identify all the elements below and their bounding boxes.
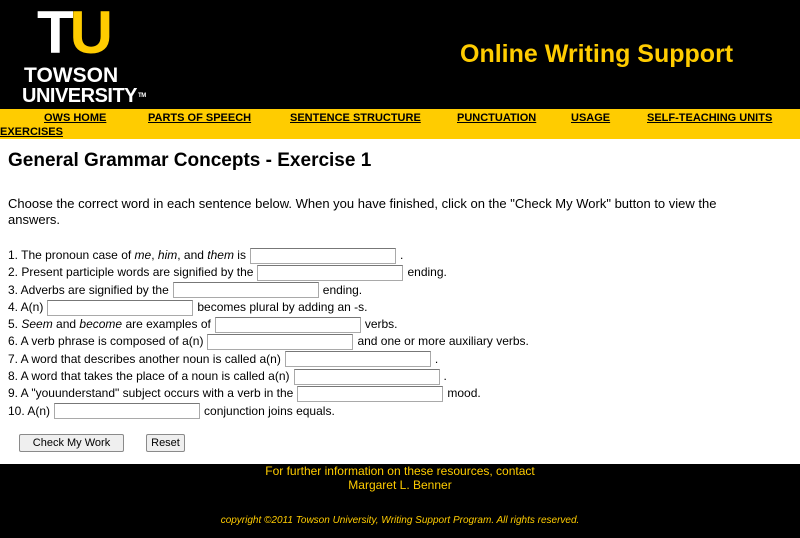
instructions: Choose the correct word in each sentence below. When you have finished, click on the "Check My Work" button to view the answers. (8, 196, 717, 227)
site-header (0, 0, 800, 109)
question-text: verbs. (364, 317, 398, 332)
question-text: 7. A word that describes another noun is called a(n) (8, 351, 281, 366)
question-emphasis: become (79, 317, 123, 332)
question-emphasis: them (207, 248, 234, 262)
question-text: , and (177, 248, 208, 262)
question-text: and one or more auxiliary verbs. (357, 334, 529, 349)
footer-contact-name[interactable]: Margaret L. Benner (348, 478, 452, 492)
answer-input-1[interactable] (250, 248, 396, 264)
towson-logo[interactable] (22, 0, 147, 107)
answer-input-4[interactable] (47, 300, 193, 316)
question-text: ending. (322, 282, 363, 297)
question-emphasis: me (134, 248, 152, 262)
answer-input-10[interactable] (54, 403, 200, 419)
logo-letter-t: T (37, 0, 70, 66)
nav-usage[interactable]: USAGE (571, 112, 611, 124)
question-9 (8, 385, 529, 402)
question-list (8, 247, 529, 420)
question-text: . (399, 248, 404, 262)
site-footer (0, 464, 800, 538)
footer-contact-text: For further information on these resources, contact (265, 464, 535, 478)
question-text: is (233, 248, 246, 262)
question-text: . (443, 369, 447, 384)
exercise-content (8, 150, 798, 449)
answer-input-5[interactable] (215, 317, 361, 333)
question-5 (8, 316, 529, 333)
question-8 (8, 368, 529, 385)
question-text: 4. A(n) (8, 299, 44, 314)
nav-exercises[interactable]: EXERCISES (0, 126, 63, 138)
question-4 (8, 299, 529, 316)
answer-input-3[interactable] (173, 282, 319, 298)
question-emphasis: Seem (21, 317, 53, 332)
question-text: becomes plural by adding an -s. (197, 299, 368, 314)
question-text: 8. A word that takes the place of a noun is called a(n) (8, 369, 290, 384)
logo-university-text: UNIVERSITY (22, 85, 138, 107)
answer-input-6[interactable] (207, 334, 353, 350)
logo-wordmark-towson: TOWSON (24, 64, 119, 87)
footer-copyright: copyright ©2011 Towson University, Writing Support Program. All rights reserved. (220, 515, 580, 526)
question-text: ending. (407, 265, 447, 280)
logo-letter-u: U (69, 0, 109, 66)
tu-monogram (37, 0, 109, 66)
question-text: . (434, 351, 439, 366)
question-emphasis: him (157, 248, 178, 262)
question-text: , (151, 248, 158, 262)
question-3 (8, 282, 529, 299)
question-1 (8, 247, 529, 264)
question-10 (8, 403, 529, 420)
nav-ows-home[interactable]: OWS HOME (44, 112, 107, 124)
main-nav (0, 109, 800, 139)
question-2 (8, 264, 529, 281)
question-text: 10. A(n) (8, 403, 51, 418)
nav-self-teaching-units[interactable]: SELF-TEACHING UNITS (647, 112, 773, 124)
nav-parts-of-speech[interactable]: PARTS OF SPEECH (148, 112, 252, 124)
answer-input-8[interactable] (294, 369, 440, 385)
question-text: 2. Present participle words are signified by the (8, 265, 254, 280)
page-title: General Grammar Concepts - Exercise 1 (8, 150, 372, 171)
answer-input-7[interactable] (285, 351, 431, 367)
question-text: are examples of (122, 317, 211, 332)
question-6 (8, 333, 529, 350)
answer-input-2[interactable] (257, 265, 403, 281)
question-7 (8, 351, 529, 368)
reset-button[interactable]: Reset (146, 434, 185, 452)
question-text: 3. Adverbs are signified by the (8, 282, 169, 297)
question-text: and (52, 317, 80, 332)
nav-sentence-structure[interactable]: SENTENCE STRUCTURE (290, 112, 421, 124)
question-text: 5. (8, 317, 22, 332)
site-title: Online Writing Support (460, 40, 734, 68)
question-text: 9. A "youunderstand" subject occurs with a verb in the (8, 386, 294, 401)
question-text: 6. A verb phrase is composed of a(n) (8, 334, 204, 349)
question-text: conjunction joins equals. (204, 403, 335, 418)
nav-punctuation[interactable]: PUNCTUATION (457, 112, 537, 124)
question-text: 1. The pronoun case of (8, 248, 135, 262)
logo-wordmark-university (22, 86, 146, 106)
check-my-work-button[interactable]: Check My Work (19, 434, 124, 452)
trademark-mark: TM (138, 93, 146, 99)
answer-input-9[interactable] (297, 386, 443, 402)
question-text: mood. (447, 386, 481, 401)
